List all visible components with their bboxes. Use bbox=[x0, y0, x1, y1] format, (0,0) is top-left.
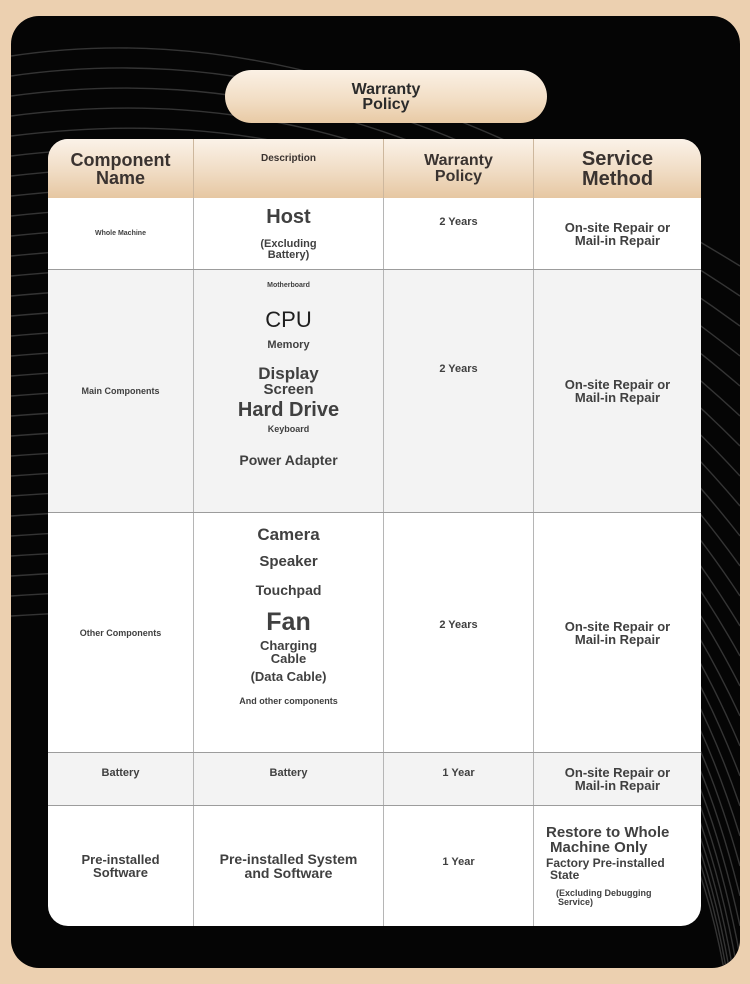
service-cell: On-site Repair or Mail-in Repair bbox=[533, 198, 701, 269]
description-cell: Pre-installed System and Software bbox=[193, 806, 383, 926]
title-line-2: Policy bbox=[362, 95, 410, 113]
table-row bbox=[48, 198, 701, 270]
service-cell: On-site Repair or Mail-in Repair bbox=[533, 270, 701, 512]
component-name-cell: Whole Machine bbox=[95, 230, 146, 237]
service-cell: On-site Repair or Mail-in Repair bbox=[533, 513, 701, 752]
table-row bbox=[48, 753, 701, 806]
component-name-cell: Main Components bbox=[81, 386, 160, 396]
warranty-cell: 2 Years bbox=[383, 513, 533, 752]
warranty-cell: 2 Years bbox=[383, 270, 533, 512]
header-service-method: Service Method bbox=[533, 139, 701, 198]
component-name-cell: Pre-installed Software bbox=[81, 852, 160, 880]
header-warranty-policy: Warranty Policy bbox=[383, 139, 533, 198]
table-row bbox=[48, 513, 701, 753]
table-row bbox=[48, 270, 701, 513]
title-line-1: Warranty bbox=[351, 80, 421, 98]
warranty-cell: 1 Year bbox=[383, 806, 533, 926]
description-cell: Camera Speaker Touchpad Fan Charging Cable (Data Cable) And other components bbox=[193, 513, 383, 752]
header-description: Description bbox=[193, 139, 383, 198]
table-header-row bbox=[48, 139, 701, 198]
component-name-cell: Battery bbox=[101, 767, 140, 779]
component-name-cell: Other Components bbox=[79, 627, 162, 638]
warranty-cell: 1 Year bbox=[383, 753, 533, 805]
service-cell: Restore to Whole Machine Only Factory Pre-installed State (Excluding Debugging Service) bbox=[533, 806, 701, 926]
table-row bbox=[48, 806, 701, 926]
description-cell: Motherboard CPU Memory Display Screen Hard Drive Keyboard Power Adapter bbox=[193, 270, 383, 512]
warranty-table bbox=[48, 139, 701, 926]
description-cell: Battery bbox=[193, 753, 383, 805]
warranty-cell: 2 Years bbox=[383, 198, 533, 269]
page-title bbox=[225, 70, 547, 123]
description-cell: Host (Excluding Battery) bbox=[193, 198, 383, 269]
header-component-name: Component Name bbox=[70, 149, 171, 188]
service-cell: On-site Repair or Mail-in Repair bbox=[533, 753, 701, 805]
